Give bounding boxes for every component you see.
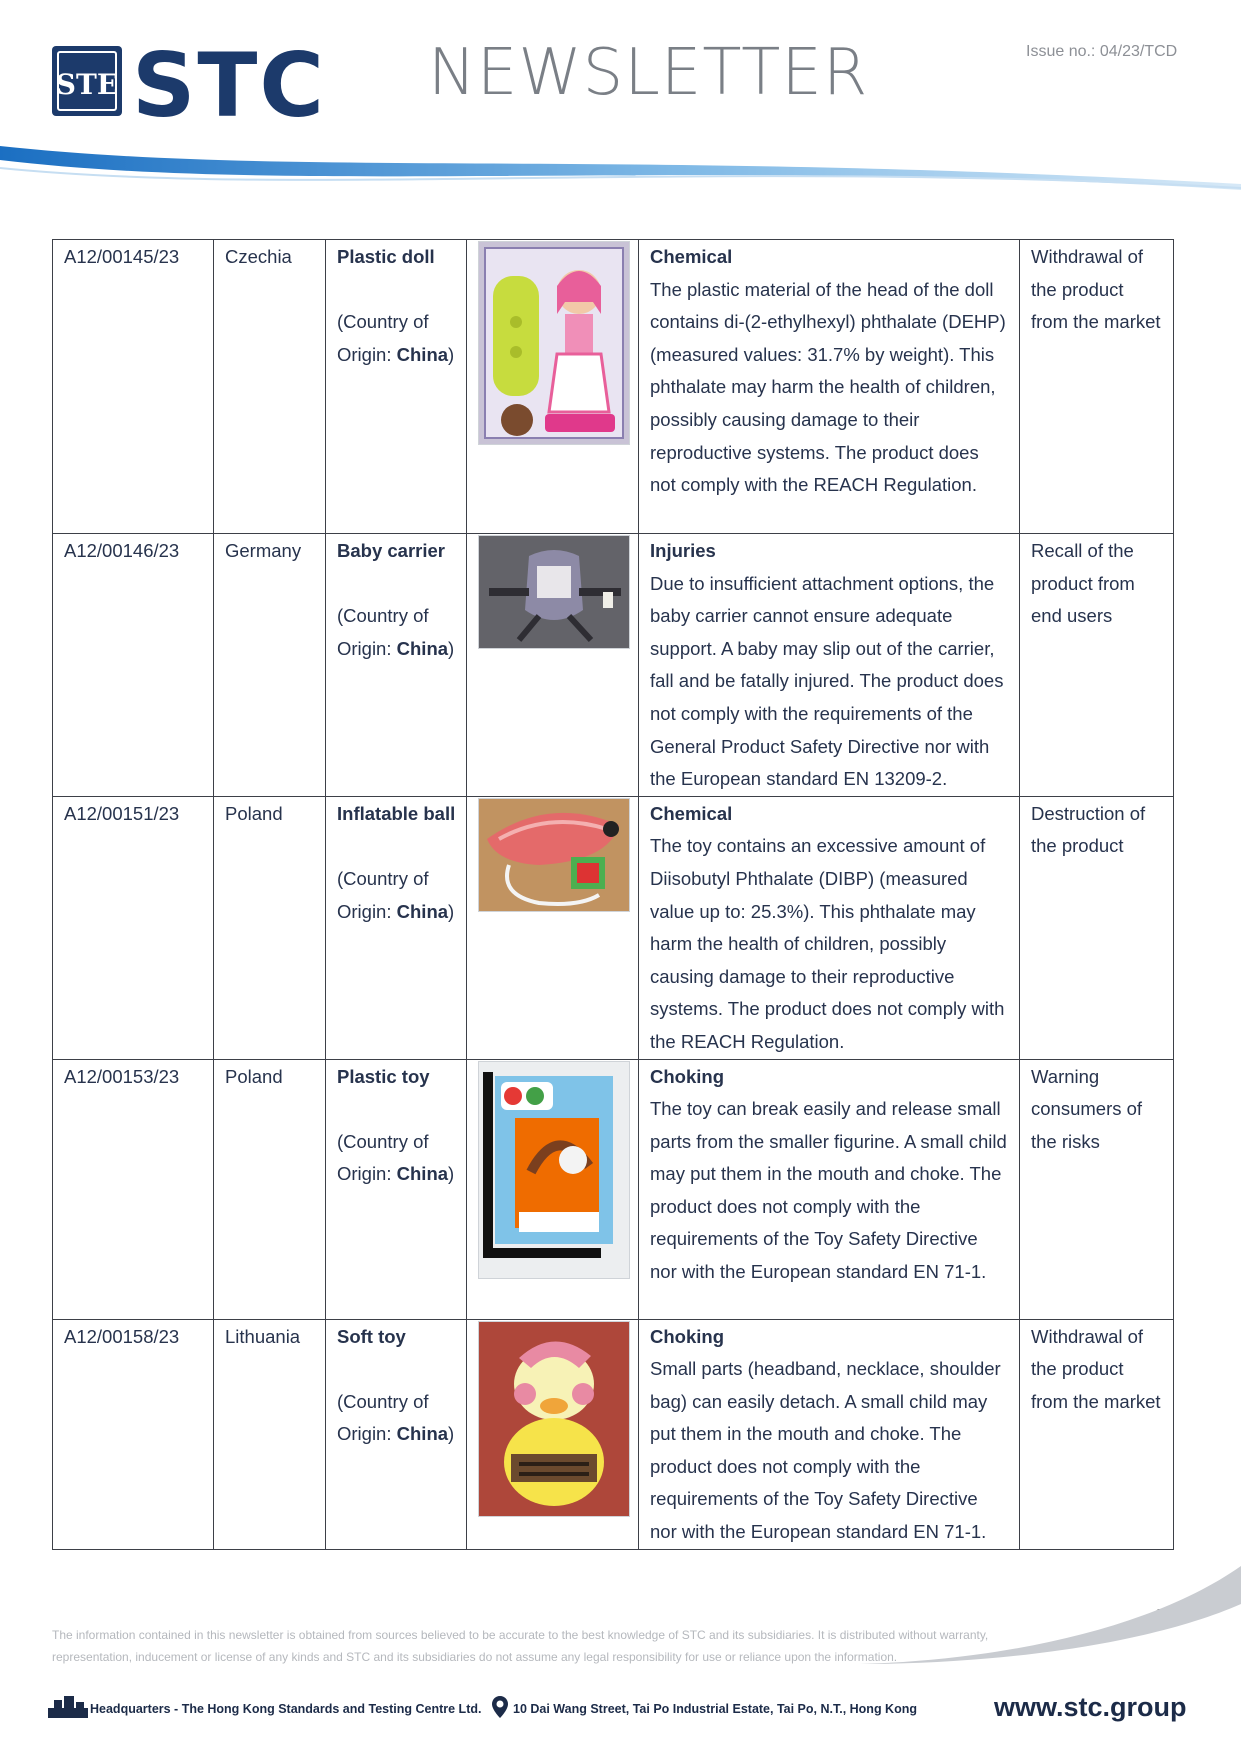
table-row (53, 534, 1174, 797)
measure-taken: Withdrawal of the product from the market (1020, 240, 1174, 534)
location-pin-icon (492, 1696, 508, 1718)
reference-number: A12/00151/23 (53, 796, 214, 1059)
product-image-cell (467, 1319, 639, 1549)
product-name: Baby carrier (337, 540, 445, 561)
product-cell (326, 796, 467, 1059)
product-image-cell (467, 796, 639, 1059)
product-cell (326, 1059, 467, 1319)
hazard-description: The toy can break easily and release small parts from the smaller figurine. A small child may put them in the mouth and choke. The product does not comply with the requirements of the Toy Safety Directive nor with the European standard EN 71-1. (650, 1098, 1007, 1283)
hazard-type: Choking (650, 1325, 724, 1347)
building-icon (48, 1696, 88, 1718)
baby-carrier-photo (478, 535, 630, 649)
hazard-description: The plastic material of the head of the doll contains di-(2-ethylhexyl) phthalate (DEHP) (measured values: 31.7% by weight). This phthalate may harm the health of children, possibly causing damage to their reproductive systems. The product does not comply with the REACH Regulation. (650, 278, 1006, 496)
reference-number: A12/00158/23 (53, 1319, 214, 1549)
product-name: Soft toy (337, 1325, 406, 1347)
table-row (53, 796, 1174, 1059)
plastic-toy-photo (478, 1061, 630, 1279)
hazard-cell (639, 1319, 1020, 1549)
website-link[interactable]: www.stc.group (994, 1692, 1187, 1722)
logo-text: STC (132, 44, 326, 128)
hazard-type: Chemical (650, 802, 733, 824)
product-cell (326, 534, 467, 797)
soft-toy-photo (478, 1321, 630, 1517)
hazard-cell (639, 1059, 1020, 1319)
stc-logo (52, 44, 352, 128)
country-of-origin: (Country of Origin: China) (337, 867, 455, 922)
footer-bar (48, 1694, 1198, 1730)
notifying-country: Germany (214, 534, 326, 797)
notifying-country: Czechia (214, 240, 326, 534)
hazard-description: Due to insufficient attachment options, the baby carrier cannot ensure adequate support. A baby may slip out of the carrier, fall and be fatally injured. The product does not comply with the requirements of the General Product Safety Directive nor with the European standard EN 13209-2. (650, 572, 1004, 790)
measure-taken: Warning consumers of the risks (1020, 1059, 1174, 1319)
country-of-origin: (Country of Origin: China) (337, 1130, 455, 1185)
hazard-cell (639, 796, 1020, 1059)
table-row (53, 1319, 1174, 1549)
inflatable-ball-photo (478, 798, 630, 912)
product-cell (326, 1319, 467, 1549)
measure-taken: Recall of the product from end users (1020, 534, 1174, 797)
header-wave (0, 138, 1241, 198)
hazard-type: Choking (650, 1065, 724, 1087)
recall-table (52, 239, 1174, 1550)
reference-number: A12/00145/23 (53, 240, 214, 534)
headquarters-text: Headquarters - The Hong Kong Standards and Testing Centre Ltd. (90, 1702, 482, 1716)
table-row (53, 1059, 1174, 1319)
product-image-cell (467, 1059, 639, 1319)
product-name: Plastic doll (337, 246, 435, 267)
country-of-origin: (Country of Origin: China) (337, 1390, 455, 1445)
hazard-description: Small parts (headband, necklace, shoulder bag) can easily detach. A small child may put them in the mouth and choke. The product does not comply with the requirements of the Toy Safety Directive nor with the European standard EN 71-1. (650, 1358, 1001, 1543)
product-name: Inflatable ball (337, 802, 456, 824)
address-text: 10 Dai Wang Street, Tai Po Industrial Estate, Tai Po, N.T., Hong Kong (513, 1702, 917, 1716)
product-image-cell (467, 534, 639, 797)
country-of-origin: (Country of Origin: China) (337, 311, 455, 365)
table-row (53, 240, 1174, 534)
product-cell (326, 240, 467, 534)
reference-number: A12/00153/23 (53, 1059, 214, 1319)
notifying-country: Poland (214, 796, 326, 1059)
newsletter-title: NEWSLETTER (428, 36, 869, 110)
hazard-description: The toy contains an excessive amount of Diisobutyl Phthalate (DIBP) (measured value up to: 25.3%). This phthalate may harm the health of children, possibly causing damage to their reproductive systems. The product does not comply with the REACH Regulation. (650, 835, 1005, 1052)
hazard-type: Chemical (650, 246, 733, 267)
product-name: Plastic toy (337, 1065, 430, 1087)
plastic-doll-photo (478, 241, 630, 445)
reference-number: A12/00146/23 (53, 534, 214, 797)
notifying-country: Lithuania (214, 1319, 326, 1549)
notifying-country: Poland (214, 1059, 326, 1319)
issue-number: Issue no.: 04/23/TCD (1026, 43, 1178, 60)
hazard-cell (639, 240, 1020, 534)
hazard-type: Injuries (650, 540, 716, 561)
logo-mark-text: STE (55, 68, 119, 101)
country-of-origin: (Country of Origin: China) (337, 605, 455, 659)
hazard-cell (639, 534, 1020, 797)
measure-taken: Withdrawal of the product from the market (1020, 1319, 1174, 1549)
disclaimer: The information contained in this newsletter is obtained from sources believed to be accurate to the best knowledge of STC and its subsidiaries. It is distributed without warranty, representation, inducement or license of any kinds and STC and its subsidiaries do not assume any legal responsibility for use or reliance upon the information. (52, 1628, 989, 1664)
product-image-cell (467, 240, 639, 534)
measure-taken: Destruction of the product (1020, 796, 1174, 1059)
